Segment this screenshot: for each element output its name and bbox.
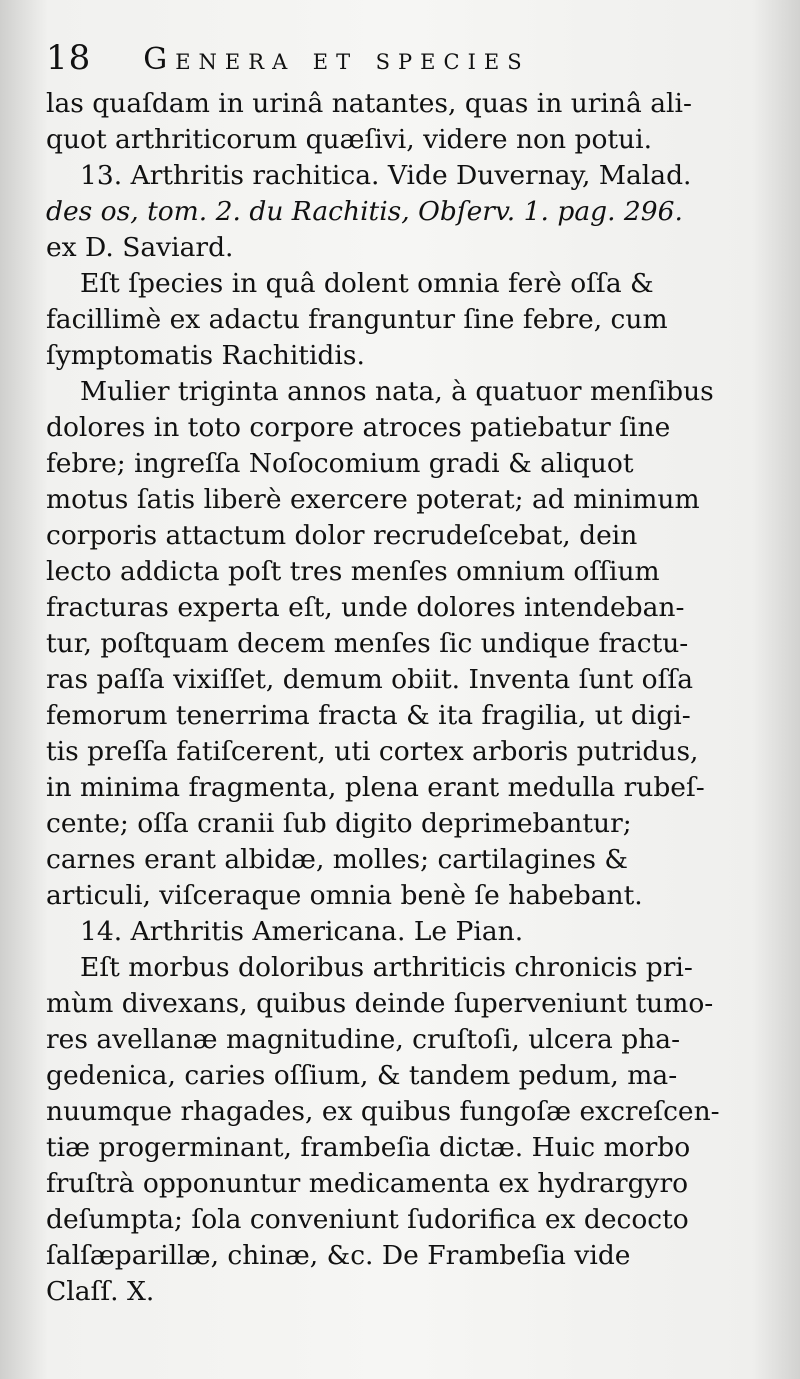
text-line: ras paſſa vixiſſet, demum obiit. Inventa ſunt oſſa — [46, 664, 694, 695]
text-line: articuli, viſceraque omnia benè ſe habebant. — [46, 880, 643, 911]
text-line: tis preſſa fatiſcerent, uti cortex arboris putridus, — [46, 736, 699, 767]
page-header — [46, 38, 766, 86]
text-line: Claſſ. X. — [46, 1276, 155, 1307]
text-line: ſymptomatis Rachitidis. — [46, 340, 365, 371]
text-line: ex D. Saviard. — [46, 232, 234, 263]
text-line: ſalſæparillæ, chinæ, &c. De Frambeſia vide — [46, 1240, 631, 1271]
text-line: fracturas experta eſt, unde dolores intendeban- — [46, 592, 685, 623]
running-title: Genera et species — [143, 42, 530, 77]
text-line: Eſt ſpecies in quâ dolent omnia ferè oſſa & — [80, 268, 654, 299]
text-line: Mulier triginta annos nata, à quatuor menſibus — [80, 376, 714, 407]
section-heading-14: 14. Arthritis Americana. Le Pian. — [80, 916, 524, 947]
text-line: motus ſatis liberè exercere poterat; ad minimum — [46, 484, 700, 515]
text-line: femorum tenerrima fracta & ita fragilia, ut digi- — [46, 700, 691, 731]
text-line: fruſtrà opponuntur medicamenta ex hydrargyro — [46, 1168, 689, 1199]
page-number: 18 — [46, 38, 92, 78]
text-line: febre; ingreſſa Noſocomium gradi & aliquot — [46, 448, 634, 479]
text-line: facillimè ex adactu franguntur ſine febre, cum — [46, 304, 668, 335]
text-line: nuumque rhagades, ex quibus fungoſæ excreſcen- — [46, 1096, 720, 1127]
text-line: mùm divexans, quibus deinde ſuperveniunt tumo- — [46, 988, 714, 1019]
text-line: Eſt morbus doloribus arthriticis chronicis pri- — [80, 952, 693, 983]
text-line: deſumpta; ſola conveniunt ſudorifica ex decocto — [46, 1204, 689, 1235]
text-line: res avellanæ magnitudine, cruſtoſi, ulcera pha- — [46, 1024, 681, 1055]
text-line: las quaſdam in urinâ natantes, quas in urinâ ali- — [46, 88, 692, 119]
text-line: quot arthriticorum quæſivi, videre non potui. — [46, 124, 653, 155]
text-line: carnes erant albidæ, molles; cartilagines & — [46, 844, 628, 875]
text-line: des os, tom. 2. du Rachitis, Obſerv. 1. pag. 296. — [46, 196, 683, 227]
text-line: tiæ progerminant, frambeſia dictæ. Huic morbo — [46, 1132, 691, 1163]
text-line: gedenica, caries oſſium, & tandem pedum, ma- — [46, 1060, 678, 1091]
text-line: tur, poſtquam decem menſes ſic undique fractu- — [46, 628, 689, 659]
section-heading-13: 13. Arthritis rachitica. Vide Duvernay, Malad. — [80, 160, 692, 191]
text-line: lecto addicta poſt tres menſes omnium oſſium — [46, 556, 660, 587]
text-line: cente; oſſa cranii ſub digito deprimebantur; — [46, 808, 632, 839]
page-body — [46, 86, 758, 1310]
text-line: corporis attactum dolor recrudeſcebat, dein — [46, 520, 638, 551]
text-line: dolores in toto corpore atroces patiebatur ſine — [46, 412, 671, 443]
text-line: in minima fragmenta, plena erant medulla rubeſ- — [46, 772, 705, 803]
